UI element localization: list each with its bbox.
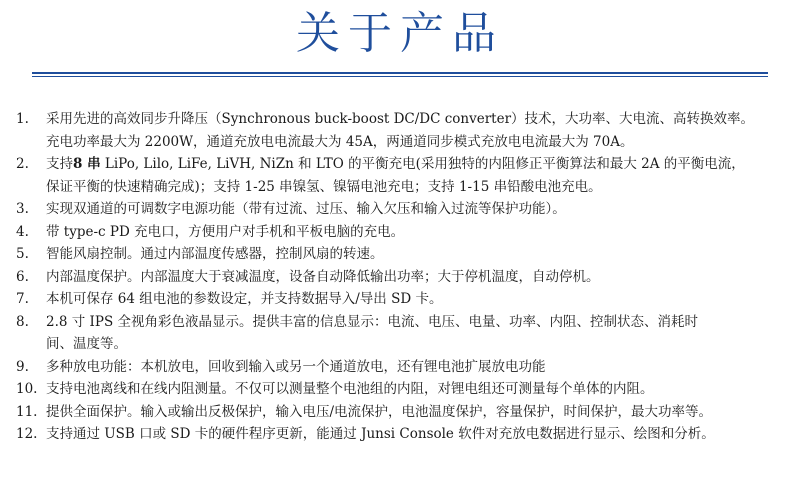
list-item [16, 311, 786, 356]
item-text: 支持 [46, 156, 73, 172]
item-line: 多种放电功能：本机放电，回收到输入或另一个通道放电，还有锂电池扩展放电功能 [46, 358, 546, 375]
list-item [16, 153, 786, 198]
item-line: 间、温度等。 [46, 336, 127, 352]
item-line: 保证平衡的快速精确完成)；支持 1-25 串镍氢、镍镉电池充电；支持 1-15 串铅酸电池充电。 [46, 178, 602, 195]
list-item [16, 356, 786, 379]
item-number: 8. [16, 313, 29, 330]
item-number: 10. [16, 381, 38, 397]
item-number: 1. [16, 111, 29, 127]
item-number: 11. [16, 403, 38, 420]
item-number: 5. [16, 246, 29, 262]
page-title: 关于产品 [296, 8, 504, 59]
item-line: 支持电池离线和在线内阻测量。不仅可以测量整个电池组的内阻，对锂电组还可测量每个单体的内阻。 [46, 381, 654, 397]
item-number: 2. [16, 156, 29, 172]
item-line: 充电功率最大为 2200W，通道充放电电流最大为 45A，两通道同步模式充放电电流最大为 70A。 [46, 133, 634, 150]
feature-list [16, 108, 786, 446]
list-item [16, 401, 786, 424]
list-item [16, 221, 786, 244]
list-item [16, 243, 786, 266]
list-item [16, 266, 786, 289]
title-divider [32, 72, 768, 74]
item-line: 提供全面保护。输入或输出反极保护，输入电压/电流保护，电池温度保护，容量保护，时间保护，最大功率等。 [46, 403, 713, 420]
item-number: 4. [16, 223, 29, 240]
list-item [16, 198, 786, 221]
item-line: 本机可保存 64 组电池的参数设定，并支持数据导入/导出 SD 卡。 [46, 291, 443, 307]
item-line: 带 type-c PD 充电口，方便用户对手机和平板电脑的充电。 [46, 223, 405, 240]
item-line: 2.8 寸 IPS 全视角彩色液晶显示。提供丰富的信息显示：电流、电压、电量、功率、内阻、控制状态、消耗时 [46, 313, 699, 330]
title-divider-thin [32, 76, 768, 77]
item-text: LiPo, Lilo, LiFe, LiVH, NiZn 和 LTO 的平衡充电(采用独特的内阻修正平衡算法和最大 2A 的平衡电流， [100, 156, 745, 172]
item-line [46, 153, 786, 176]
item-line: 智能风扇控制。通过内部温度传感器，控制风扇的转速。 [46, 246, 384, 262]
item-line: 内部温度保护。内部温度大于衰减温度，设备自动降低输出功率；大于停机温度，自动停机。 [46, 268, 600, 285]
list-item [16, 108, 786, 153]
item-line: 支持通过 USB 口或 SD 卡的硬件程序更新，能通过 Junsi Console 软件对充放电数据进行显示、绘图和分析。 [46, 426, 715, 442]
list-item [16, 288, 786, 311]
item-number: 12. [16, 426, 38, 442]
list-item [16, 423, 786, 446]
item-number: 3. [16, 201, 29, 217]
item-emphasis: 8 串 [73, 156, 101, 172]
item-line: 采用先进的高效同步升降压（Synchronous buck-boost DC/DC converter）技术，大功率、大电流、高转换效率。 [46, 111, 755, 127]
item-number: 9. [16, 358, 29, 375]
item-number: 7. [16, 291, 29, 307]
list-item [16, 378, 786, 401]
item-number: 6. [16, 268, 29, 285]
item-line: 实现双通道的可调数字电源功能（带有过流、过压、输入欠压和输入过流等保护功能）。 [46, 201, 566, 217]
